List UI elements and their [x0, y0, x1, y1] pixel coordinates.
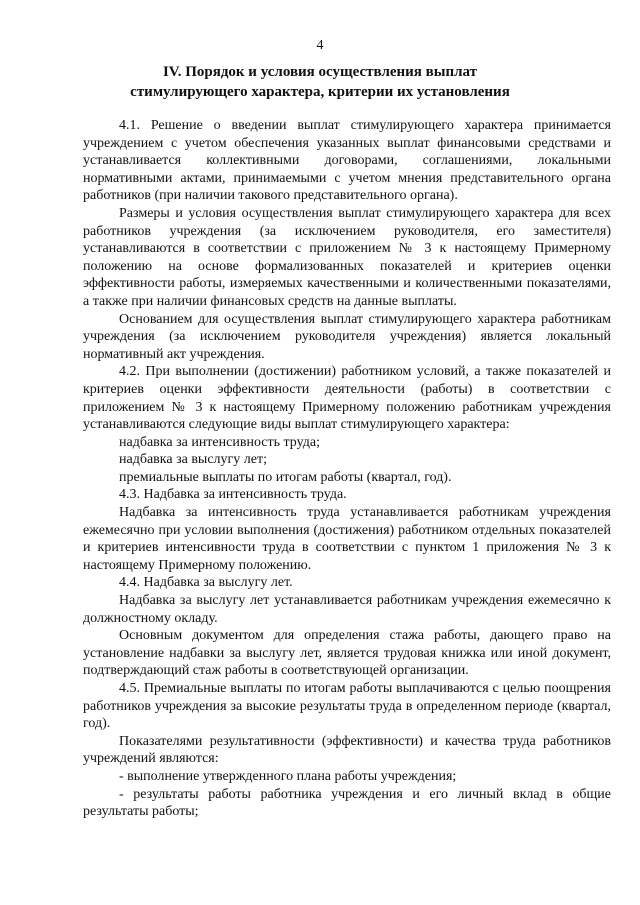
- paragraph-intensity-bonus: Надбавка за интенсивность труда устанавливается работникам учреждения ежемесячно при условии выполнения (достижения) работником отдельных показателей и критериев интенсивности труда в соответствии с пунктом 1 приложения № 3 к настоящему Примерному положению.: [83, 505, 611, 573]
- paragraph-4-5: 4.5. Премиальные выплаты по итогам работы выплачиваются с целью поощрения работников учреждения за высокие результаты труда в определенном периоде (квартал, год).: [83, 681, 611, 732]
- list-item-plan-execution: - выполнение утвержденного плана работы учреждения;: [119, 768, 457, 784]
- paragraph-indicators: Показателями результативности (эффективности) и качества труда работников учреждений являются:: [83, 733, 611, 767]
- paragraph-seniority-bonus: Надбавка за выслугу лет устанавливается работникам учреждения ежемесячно к должностному окладу.: [83, 593, 611, 626]
- paragraph-basis: Основанием для осуществления выплат стимулирующего характера работникам учреждения (за исключением руководителя учреждения) является локальный нормативный акт учреждения.: [83, 311, 611, 362]
- list-item-premium-payments: премиальные выплаты по итогам работы (квартал, год).: [119, 469, 452, 485]
- section-title-line-1: IV. Порядок и условия осуществления выплат: [162, 64, 478, 80]
- paragraph-4-3-heading: 4.3. Надбавка за интенсивность труда.: [119, 487, 347, 503]
- paragraph-main-document: Основным документом для определения стажа работы, дающего право на установление надбавки за выслугу лет, является трудовая книжка или иной документ, подтверждающий стаж работы в соответствующей организации.: [83, 628, 611, 679]
- paragraph-4-1: 4.1. Решение о введении выплат стимулирующего характера принимается учреждением с учетом обеспечения указанных выплат финансовыми средствами и устанавливается коллективными договорами, соглашениями, локальными нормативными актами, принимаемыми с учетом мнения представительного органа работников (при наличии такового представительного органа).: [83, 118, 611, 204]
- list-item-intensity-bonus: надбавка за интенсивность труда;: [119, 434, 320, 450]
- paragraph-4-2: 4.2. При выполнении (достижении) работником условий, а также показателей и критериев оценки эффективности деятельности (работы) в соответствии с приложением № 3 к настоящему Примерному положению работникам учреждения устанавливаются следующие виды выплат стимулирующего характера:: [83, 364, 611, 433]
- section-title: [60, 62, 580, 102]
- document-body: [83, 117, 611, 821]
- paragraph-sizes-conditions: Размеры и условия осуществления выплат стимулирующего характера для всех работников учреждения (за исключением руководителя, его заместителя) устанавливаются в соответствии с приложением № 3 к настоящему Примерному положению на основе формализованных показателей и критериев оценки эффективности работы, измеряемых качественными и количественными показателями, а также при наличии финансовых средств на данные выплаты.: [83, 205, 611, 309]
- paragraph-4-4-heading: 4.4. Надбавка за выслугу лет.: [119, 575, 293, 591]
- section-title-line-2: стимулирующего характера, критерии их установления: [130, 84, 510, 100]
- list-item-work-results: - результаты работы работника учреждения и его личный вклад в общие результаты работы;: [83, 786, 611, 820]
- list-item-seniority-bonus: надбавка за выслугу лет;: [119, 452, 267, 468]
- page-number: 4: [316, 38, 324, 53]
